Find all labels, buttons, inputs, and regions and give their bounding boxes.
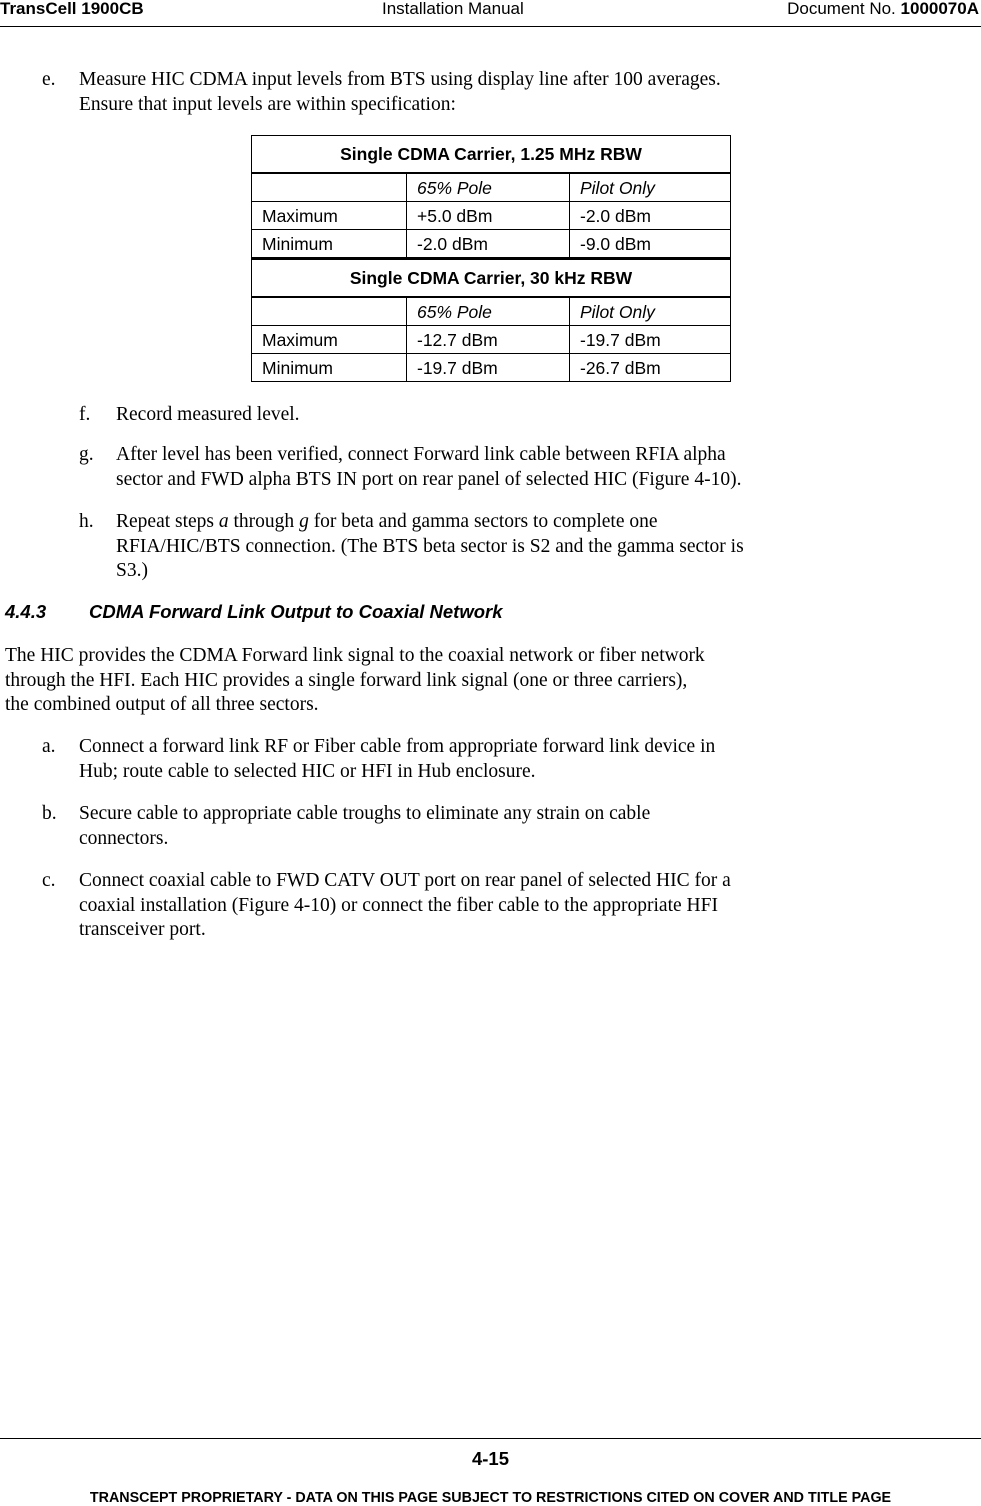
table-header-cell: Pilot Only — [570, 297, 731, 326]
paragraph-line: the combined output of all three sectors. — [5, 694, 319, 715]
step-text-line: Measure HIC CDMA input levels from BTS using display line after 100 averages. — [79, 69, 721, 90]
table-row — [252, 326, 731, 354]
table-cell: Maximum — [252, 326, 407, 354]
step-text-line: RFIA/HIC/BTS connection. (The BTS beta sector is S2 and the gamma sector is — [116, 535, 744, 557]
table-header-cell: 65% Pole — [407, 297, 570, 326]
header-document-number — [787, 0, 979, 18]
section-title: CDMA Forward Link Output to Coaxial Network — [89, 601, 503, 622]
step-text-run: through — [228, 511, 300, 532]
step-ref-g: g — [299, 511, 309, 532]
section-number: 4.4.3 — [5, 601, 47, 622]
table-header-cell: Pilot Only — [570, 173, 731, 202]
step-text-line: Ensure that input levels are within specification: — [79, 93, 456, 115]
header-product: TransCell 1900CB — [0, 0, 144, 18]
step-text-line: Record measured level. — [116, 404, 300, 425]
table-cell: -19.7 dBm — [407, 354, 570, 382]
step-text-line: Secure cable to appropriate cable troughs to eliminate any strain on cable — [79, 803, 651, 824]
table-row — [252, 354, 731, 382]
paragraph-line: The HIC provides the CDMA Forward link signal to the coaxial network or fiber network — [5, 645, 705, 666]
header-doc-label: Document No. — [787, 0, 896, 18]
step-ref-a: a — [218, 511, 229, 532]
table-row — [252, 202, 731, 230]
step-text-line: Connect a forward link RF or Fiber cable from appropriate forward link device in — [79, 736, 716, 757]
step-label: e. — [42, 69, 56, 90]
step-text-run: Repeat steps — [116, 511, 219, 532]
table-cell: Minimum — [252, 230, 407, 259]
section-heading — [5, 601, 503, 623]
step-text-line: S3.) — [116, 560, 148, 581]
step-label: g. — [79, 444, 94, 465]
step-text-line: connectors. — [79, 827, 169, 849]
step-text-run: for beta and gamma sectors to complete one — [308, 511, 658, 532]
table-section-title-row — [252, 259, 731, 298]
step-text-line: coaxial installation (Figure 4-10) or connect the fiber cable to the appropriate HFI — [79, 894, 718, 916]
table-section-title-row — [252, 136, 731, 174]
step-text-line: Connect coaxial cable to FWD CATV OUT port on rear panel of selected HIC for a — [79, 870, 731, 891]
table-header-row — [252, 173, 731, 202]
table-section-title: Single CDMA Carrier, 1.25 MHz RBW — [252, 136, 731, 174]
table-cell: +5.0 dBm — [407, 202, 570, 230]
table-cell: -19.7 dBm — [570, 326, 731, 354]
paragraph-line: through the HFI. Each HIC provides a single forward link signal (one or three carriers), — [5, 669, 688, 691]
step-label: b. — [42, 803, 57, 824]
table-cell: Maximum — [252, 202, 407, 230]
input-level-spec-table — [251, 135, 731, 382]
step-text-line — [116, 510, 744, 535]
table-cell: -26.7 dBm — [570, 354, 731, 382]
step-text-line: sector and FWD alpha BTS IN port on rear panel of selected HIC (Figure 4-10). — [116, 468, 742, 490]
footer-divider — [0, 1438, 981, 1439]
step-label: a. — [42, 736, 56, 757]
table-cell: -9.0 dBm — [570, 230, 731, 259]
table-cell: Minimum — [252, 354, 407, 382]
proprietary-notice: TRANSCEPT PROPRIETARY - DATA ON THIS PAGE SUBJECT TO RESTRICTIONS CITED ON COVER AND TITLE PAGE — [89, 1490, 892, 1506]
header-manual: Installation Manual — [382, 0, 524, 18]
step-text-line: transceiver port. — [79, 919, 206, 940]
page-number: 4-15 — [471, 1448, 510, 1469]
step-text-line: Hub; route cable to selected HIC or HFI in Hub enclosure. — [79, 760, 536, 782]
table-cell: -12.7 dBm — [407, 326, 570, 354]
table-header-cell — [252, 173, 407, 202]
table-cell: -2.0 dBm — [570, 202, 731, 230]
step-text-line: After level has been verified, connect Forward link cable between RFIA alpha — [116, 444, 726, 465]
step-label: f. — [79, 404, 91, 425]
step-label: h. — [79, 511, 94, 532]
table-section-title: Single CDMA Carrier, 30 kHz RBW — [252, 259, 731, 298]
table-row — [252, 230, 731, 259]
section-intro-paragraph — [5, 644, 705, 718]
step-label: c. — [42, 870, 56, 891]
table-cell: -2.0 dBm — [407, 230, 570, 259]
table-header-row — [252, 297, 731, 326]
page-header — [0, 0, 981, 27]
table-header-cell — [252, 297, 407, 326]
table-header-cell: 65% Pole — [407, 173, 570, 202]
header-doc-number: 1000070A — [900, 0, 979, 18]
